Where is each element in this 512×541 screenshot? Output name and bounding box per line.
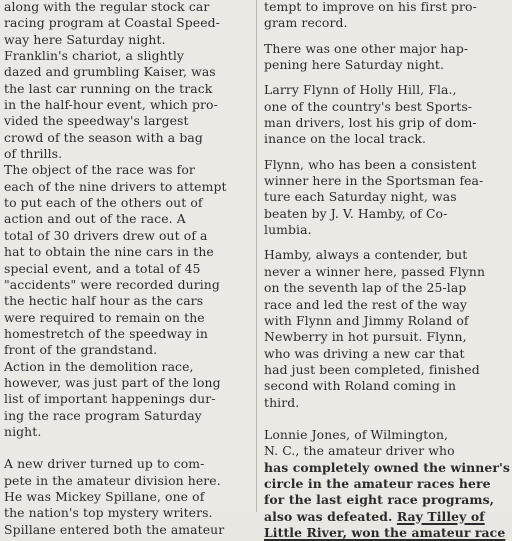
- paragraph-3: [4, 162, 252, 358]
- paragraph-gap: [4, 440, 252, 456]
- text-line: ture each Saturday night, was: [264, 189, 457, 205]
- text-line: on the seventh lap of the 25-lap: [264, 280, 467, 296]
- paragraph-gap: [264, 148, 510, 157]
- paragraph-2: [4, 48, 252, 162]
- paragraph-2: [264, 41, 510, 74]
- text-line: third.: [264, 394, 300, 410]
- text-line: had just been completed, finished: [264, 361, 480, 377]
- paragraph-gap: [264, 238, 510, 247]
- text-line: list of important happenings dur-: [4, 391, 216, 407]
- text-line: front of the grandstand.: [4, 342, 158, 358]
- text-line: the nation's top mystery writers.: [4, 505, 213, 521]
- text-line: pening here Saturday night.: [264, 57, 445, 73]
- paragraph-5: [4, 456, 252, 538]
- text-line: ing the race program Saturday: [4, 407, 202, 423]
- text-line: pete in the amateur division here.: [4, 472, 221, 488]
- text-line: were required to remain on the: [4, 309, 205, 325]
- text-line: vided the speedway's largest: [4, 113, 189, 129]
- text-line: A new driver turned up to com-: [4, 456, 205, 472]
- text-line: hat to obtain the nine cars in the: [4, 244, 214, 260]
- text-line: of thrills.: [4, 146, 63, 162]
- paragraph-1: [4, 0, 252, 48]
- text-line: the last car running on the track: [4, 80, 213, 96]
- text-run: also was defeated.: [264, 508, 393, 524]
- text-line: N. C., the amateur driver who: [264, 443, 455, 459]
- text-line: Larry Flynn of Holly Hill, Fla.,: [264, 82, 457, 98]
- text-line-bold: circle in the amateur races here: [264, 475, 491, 491]
- text-line: way here Saturday night.: [4, 31, 166, 47]
- text-line: never a winner here, passed Flynn: [264, 263, 486, 279]
- paragraph-4: [264, 157, 510, 239]
- text-line: who was driving a new car that: [264, 345, 465, 361]
- paragraph-6: [264, 427, 510, 541]
- paragraph-gap: [264, 73, 510, 82]
- text-line: crowd of the season with a bag: [4, 129, 203, 145]
- text-line-bold: [264, 509, 510, 525]
- paragraph-3: [264, 82, 510, 147]
- text-line: total of 30 drivers drew out of a: [4, 227, 208, 243]
- text-line: The object of the race was for: [4, 162, 195, 178]
- text-line: inance on the local track.: [264, 131, 427, 147]
- text-line: second with Roland coming in: [264, 378, 457, 394]
- text-line: There was one other major hap-: [264, 40, 469, 56]
- text-line: action and out of the race. A: [4, 211, 186, 227]
- text-line: the hectic half hour as the cars: [4, 293, 204, 309]
- text-line: winner here in the Sportsman fea-: [264, 173, 484, 189]
- paragraph-gap: [264, 411, 510, 427]
- text-line: night.: [4, 423, 42, 439]
- highlighted-name: Ray Tilley of: [396, 508, 485, 524]
- text-line: in the half-hour event, which pro-: [4, 97, 218, 113]
- text-line: one of the country's best Sports-: [264, 98, 473, 114]
- text-line: lumbia.: [264, 222, 312, 238]
- text-line: Lonnie Jones, of Wilmington,: [264, 426, 449, 442]
- text-line: man drivers, lost his grip of dom-: [264, 115, 477, 131]
- text-line: Newberry in hot pursuit. Flynn,: [264, 329, 467, 345]
- highlighted-line: Little River, won the amateur race: [264, 524, 506, 540]
- text-line: race and led the rest of the way: [264, 296, 468, 312]
- text-line: dazed and grumbling Kaiser, was: [4, 64, 216, 80]
- text-line: however, was just part of the long: [4, 374, 221, 390]
- text-line: each of the nine drivers to attempt: [4, 178, 227, 194]
- text-line: tempt to improve on his first pro-: [264, 0, 477, 14]
- text-line: Flynn, who has been a consistent: [264, 156, 477, 172]
- text-line: Hamby, always a contender, but: [264, 247, 468, 263]
- text-line: with Flynn and Jimmy Roland of: [264, 312, 469, 328]
- text-line: "accidents" were recorded during: [4, 276, 220, 292]
- text-line: racing program at Coastal Speed-: [4, 15, 220, 31]
- paragraph-gap: [264, 32, 510, 41]
- paragraph-1: [264, 0, 510, 32]
- text-line: along with the regular stock car: [4, 0, 210, 14]
- paragraph-4: [4, 359, 252, 441]
- text-line-bold: [264, 525, 510, 541]
- text-line: homestretch of the speedway in: [4, 325, 208, 341]
- text-line: gram record.: [264, 15, 348, 31]
- text-line: to put each of the others out of: [4, 195, 203, 211]
- column-rule: [256, 0, 257, 512]
- text-line: Franklin's chariot, a slightly: [4, 48, 184, 64]
- text-line: beaten by J. V. Hamby, of Co-: [264, 205, 448, 221]
- text-line: special event, and a total of 45: [4, 260, 201, 276]
- text-line-bold: has completely owned the winner's: [264, 459, 510, 475]
- right-column: [264, 0, 510, 540]
- left-column: [4, 0, 252, 537]
- paragraph-5: [264, 247, 510, 410]
- text-line: Action in the demolition race,: [4, 358, 194, 374]
- text-line-bold: for the last eight race programs,: [264, 492, 495, 508]
- text-line: He was Mickey Spillane, one of: [4, 488, 205, 504]
- text-line: Spillane entered both the amateur: [4, 521, 225, 537]
